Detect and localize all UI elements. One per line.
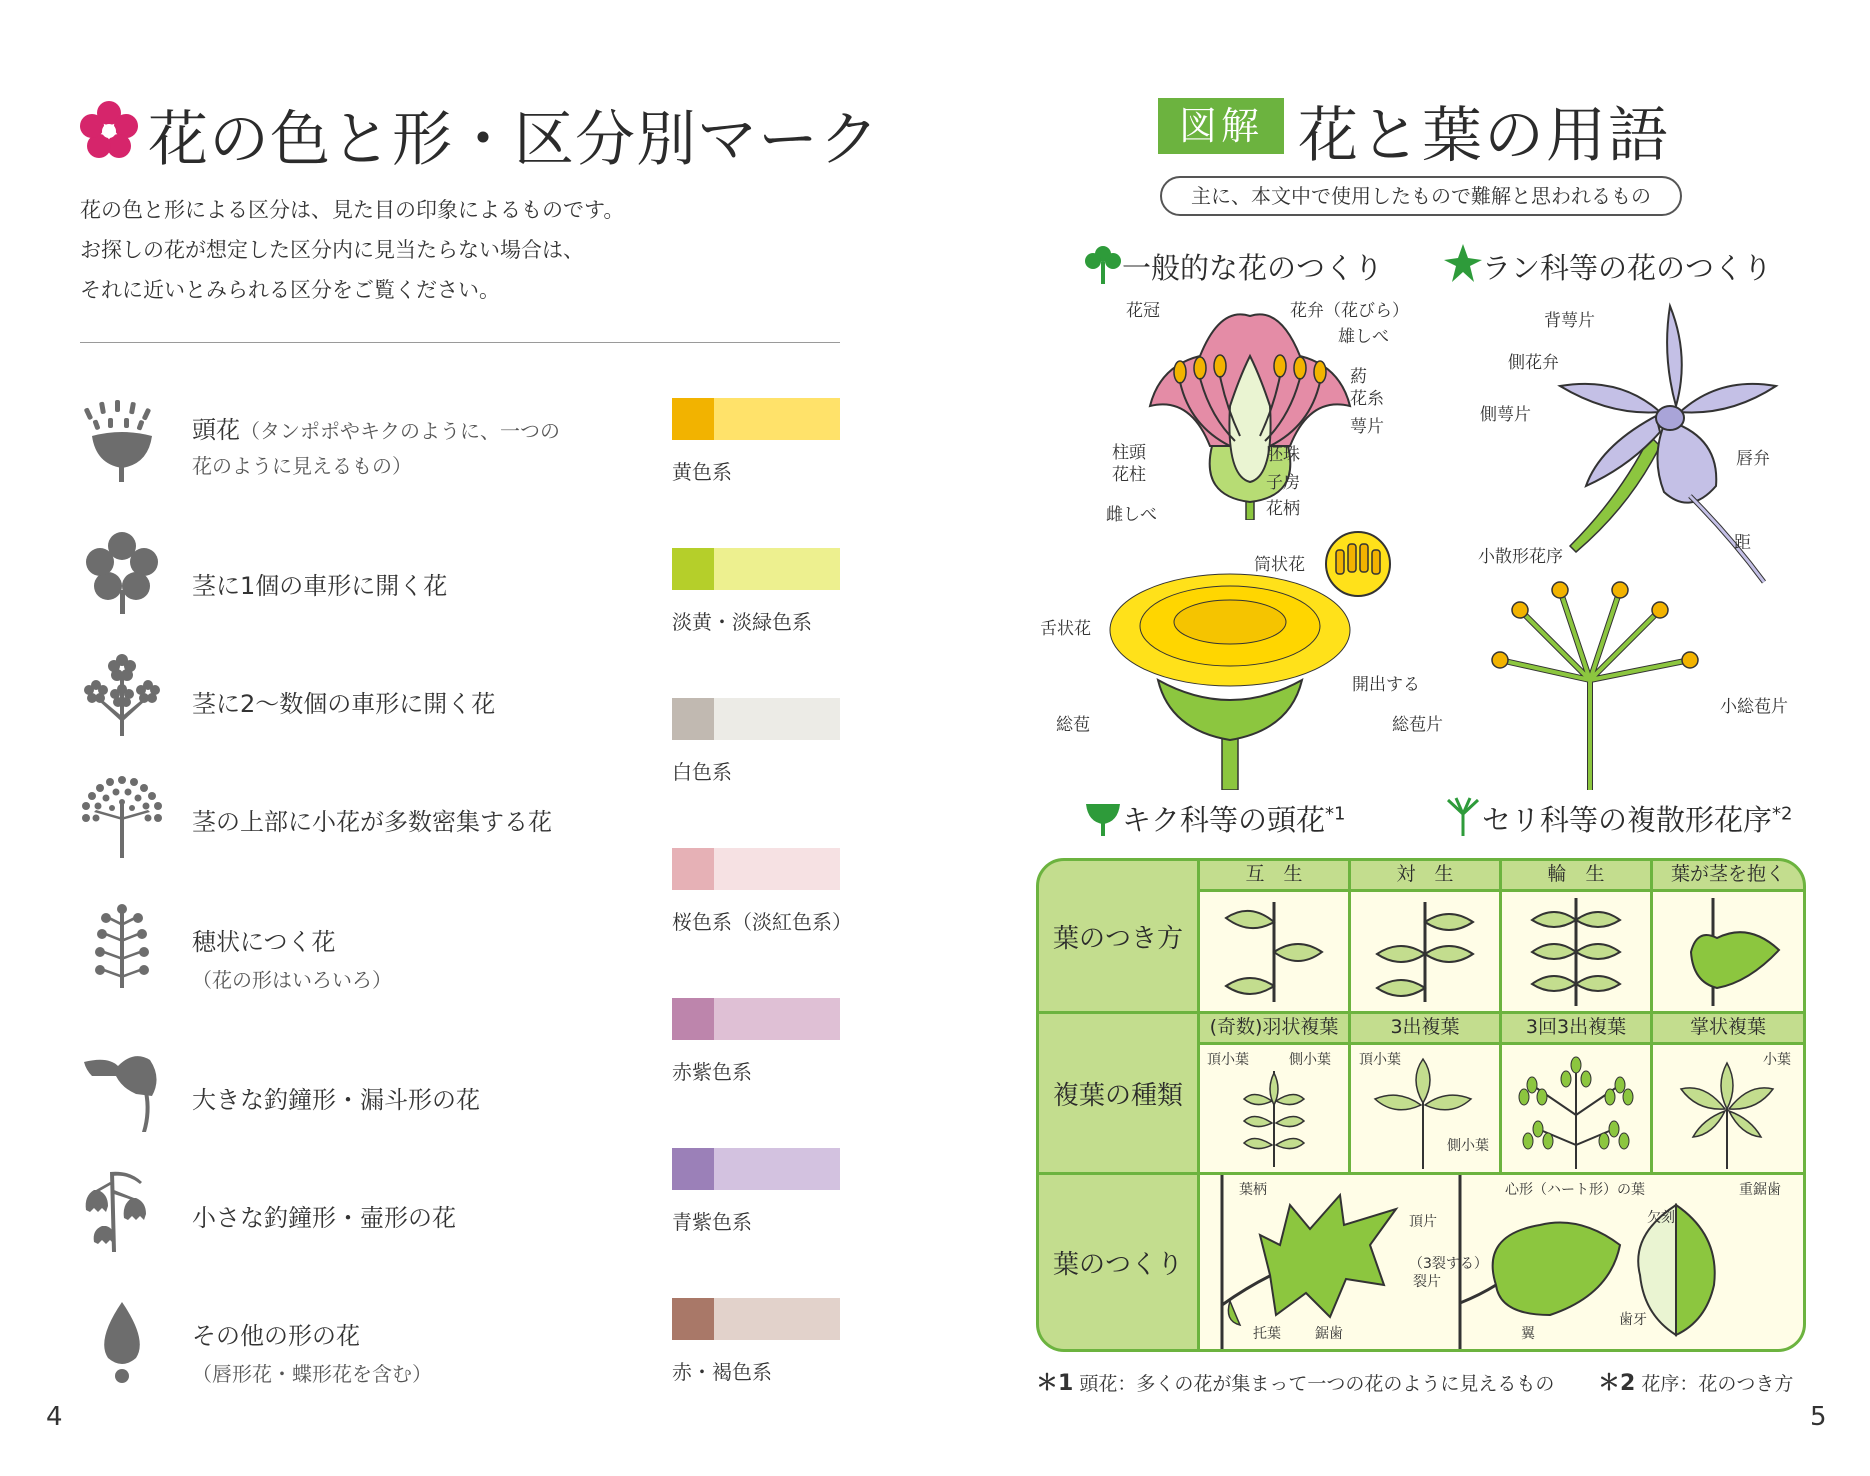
small-bell-flower-icon (80, 1168, 164, 1252)
swatch-white (672, 698, 840, 740)
cell-triternate (1502, 1045, 1650, 1172)
color-label-pale-yellow-green: 淡黄・淡緑色系 (672, 610, 812, 634)
color-label-yellow: 黄色系 (672, 460, 732, 484)
section-composite-head (1084, 796, 1345, 839)
label-leaflet: 小葉 (1763, 1052, 1791, 1068)
zukai-badge: 図解 (1158, 98, 1284, 154)
label-spur: 距 (1734, 533, 1751, 553)
swatch-dark (672, 698, 714, 740)
shape-sub-spike: （花の形はいろいろ） (192, 968, 392, 992)
opposite-leaf-illustration (1351, 892, 1499, 1011)
label-tooth: 歯牙 (1619, 1312, 1647, 1328)
col-clasping: 葉が茎を抱く (1653, 861, 1803, 889)
shape-label-text: 頭花 (192, 416, 240, 444)
intro-line-2: お探しの花が想定した区分内に見当たらない場合は、 (80, 238, 584, 262)
label-bracteole: 小総苞片 (1720, 697, 1788, 717)
leaf-structure-illustration (1200, 1175, 1803, 1349)
label-wing: 翼 (1521, 1326, 1535, 1342)
label-petal: 花弁（花びら） (1290, 301, 1409, 321)
shape-label-multi-wheel: 茎に2〜数個の車形に開く花 (192, 690, 496, 718)
label-tubular: 筒状花 (1254, 555, 1305, 575)
flower-head-icon (80, 398, 164, 482)
label-style: 花柱 (1112, 465, 1146, 485)
label-umbellet: 小散形花序 (1478, 547, 1563, 567)
spike-flower-icon (80, 904, 164, 988)
label-anther: 葯 (1350, 367, 1367, 387)
label-involucre: 総苞 (1056, 715, 1090, 735)
page-number-right: 5 (1810, 1402, 1827, 1432)
label-lateral-sepal: 側萼片 (1480, 405, 1531, 425)
label-stamen: 雄しべ (1338, 327, 1389, 347)
shape-note: （タンポポやキクのように、一つの (240, 419, 560, 443)
label-bract: 総苞片 (1392, 715, 1443, 735)
shape-sub-flower-head: 花のように見えるもの） (192, 454, 412, 478)
green-orchid-icon (1444, 244, 1482, 284)
page-number-left: 4 (46, 1402, 63, 1432)
label-sepal: 萼片 (1350, 417, 1384, 437)
footnote-1 (1036, 1366, 1554, 1397)
swatch-light (714, 1148, 840, 1190)
footnote-2-text: 花序：花のつき方 (1641, 1373, 1794, 1395)
other-shape-flower-icon (92, 1300, 152, 1384)
label-lateral-leaflet: 側小葉 (1289, 1052, 1331, 1068)
shape-sub-other: （唇形花・蝶形花を含む） (192, 1362, 432, 1386)
label-double-serration: 重鋸歯 (1739, 1182, 1781, 1198)
swatch-light (714, 548, 840, 590)
subtitle-pill: 主に、本文中で使用したもので難解と思われるもの (1160, 176, 1682, 216)
divider (80, 342, 840, 343)
color-label-red-brown: 赤・褐色系 (672, 1360, 772, 1384)
section-umbel (1444, 796, 1792, 839)
label-serration: 鋸歯 (1315, 1326, 1343, 1342)
single-wheel-flower-icon (80, 530, 164, 614)
section-orchid-flower (1444, 244, 1772, 287)
swatch-dark (672, 398, 714, 440)
label-dorsal-sepal: 背萼片 (1544, 311, 1595, 331)
swatch-light (714, 848, 840, 890)
swatch-light (714, 698, 840, 740)
section-orchid-flower-text: ラン科等の花のつくり (1482, 251, 1773, 285)
shape-label-large-bell: 大きな釣鐘形・漏斗形の花 (192, 1086, 480, 1114)
footnote-2-mark: ＊2 (1598, 1371, 1636, 1396)
cell-alternate (1200, 892, 1348, 1011)
swatch-cherry-pink (672, 848, 840, 890)
label-apex: 頂片 (1409, 1214, 1437, 1230)
section-general-flower-text: 一般的な花のつくり (1122, 251, 1384, 285)
label-pistil: 雌しべ (1106, 505, 1157, 525)
label-lobe: 裂片 (1413, 1274, 1441, 1290)
col-alternate: 互 生 (1200, 861, 1348, 889)
label-lateral-leaflet-2: 側小葉 (1447, 1138, 1489, 1154)
cell-structure (1200, 1175, 1803, 1349)
label-pedicel: 花柄 (1266, 499, 1300, 519)
footnote-1-mark: ＊1 (1036, 1371, 1074, 1396)
dense-cluster-flower-icon (80, 774, 164, 858)
label-cordate: 心形（ハート形）の葉 (1505, 1182, 1645, 1198)
swatch-red-purple (672, 998, 840, 1040)
swatch-pale-yellow-green (672, 548, 840, 590)
row-head-structure: 葉のつくり (1039, 1175, 1197, 1349)
label-notch: 欠刻 (1647, 1210, 1675, 1226)
umbel-diagram (1460, 570, 1730, 790)
col-palmate: 掌状複葉 (1653, 1014, 1803, 1042)
col-triternate: 3回3出複葉 (1502, 1014, 1650, 1042)
label-stipule: 托葉 (1253, 1326, 1281, 1342)
swatch-dark (672, 548, 714, 590)
cell-clasping (1653, 892, 1803, 1011)
swatch-light (714, 998, 840, 1040)
intro-line-3: それに近いとみられる区分をご覧ください。 (80, 278, 500, 302)
label-stigma: 柱頭 (1112, 443, 1146, 463)
color-label-cherry-pink: 桜色系（淡紅色系） (672, 910, 852, 934)
label-terminal-leaflet: 頂小葉 (1207, 1052, 1249, 1068)
shape-label-dense-cluster: 茎の上部に小花が多数密集する花 (192, 808, 552, 836)
color-label-white: 白色系 (672, 760, 732, 784)
green-flower-icon (1084, 244, 1122, 284)
footnote-mark-2: *2 (1772, 803, 1793, 825)
label-spreading: 開出する (1352, 675, 1420, 695)
swatch-yellow (672, 398, 840, 440)
row-head-compound: 複葉の種類 (1039, 1014, 1197, 1172)
swatch-dark (672, 1148, 714, 1190)
leaf-table (1036, 858, 1806, 1352)
swatch-dark (672, 848, 714, 890)
swatch-light (714, 398, 840, 440)
clasping-leaf-illustration (1653, 892, 1803, 1011)
swatch-dark (672, 1298, 714, 1340)
label-ligulate: 舌状花 (1040, 619, 1091, 639)
shape-label-spike: 穂状につく花 (192, 928, 336, 956)
large-bell-flower-icon (78, 1048, 164, 1132)
row-head-arrangement: 葉のつき方 (1039, 861, 1197, 1011)
label-petiole: 葉柄 (1239, 1182, 1267, 1198)
swatch-light (714, 1298, 840, 1340)
swatch-dark (672, 998, 714, 1040)
footnote-2 (1598, 1366, 1793, 1397)
cell-whorled (1502, 892, 1650, 1011)
footnote-mark-1: *1 (1325, 803, 1346, 825)
page-title-right: 花と葉の用語 (1298, 101, 1670, 171)
label-lip: 唇弁 (1736, 449, 1770, 469)
footnote-1-text: 頭花：多くの花が集まって一つの花のように見えるもの (1079, 1373, 1555, 1395)
multi-wheel-flower-icon (80, 652, 164, 736)
col-pinnate: (奇数)羽状複葉 (1200, 1014, 1348, 1042)
shape-label-small-bell: 小さな釣鐘形・壷形の花 (192, 1204, 456, 1232)
label-ovule: 胚珠 (1266, 445, 1300, 465)
section-composite-head-text: キク科等の頭花 (1122, 803, 1326, 837)
label-lobe-note: （3裂する） (1409, 1256, 1488, 1272)
intro-line-1: 花の色と形による区分は、見た目の印象によるものです。 (80, 198, 625, 222)
alternate-leaf-illustration (1200, 892, 1348, 1011)
shape-label-other: その他の形の花 (192, 1322, 360, 1350)
whorled-leaf-illustration (1502, 892, 1650, 1011)
label-ovary: 子房 (1266, 473, 1300, 493)
section-umbel-text: セリ科等の複散形花序 (1482, 803, 1773, 837)
section-general-flower (1084, 244, 1383, 287)
triternate-leaf-illustration (1502, 1045, 1650, 1172)
swatch-red-brown (672, 1298, 840, 1340)
left-title-text: 花の色と形・区分別マーク (148, 105, 880, 175)
color-label-blue-purple: 青紫色系 (672, 1210, 752, 1234)
col-whorled: 輪 生 (1502, 861, 1650, 889)
color-label-red-purple: 赤紫色系 (672, 1060, 752, 1084)
label-terminal-leaflet-2: 頂小葉 (1359, 1052, 1401, 1068)
shape-label-flower-head (192, 410, 560, 445)
green-flower-head-icon (1084, 796, 1122, 836)
label-corolla: 花冠 (1126, 301, 1160, 321)
swatch-blue-purple (672, 1148, 840, 1190)
shape-label-single-wheel: 茎に1個の車形に開く花 (192, 572, 448, 600)
label-lateral-petal: 側花弁 (1508, 353, 1559, 373)
green-umbel-icon (1444, 796, 1482, 836)
cell-opposite (1351, 892, 1499, 1011)
col-opposite: 対 生 (1351, 861, 1499, 889)
col-ternate: 3出複葉 (1351, 1014, 1499, 1042)
flower-mark-icon (78, 100, 140, 162)
label-filament: 花糸 (1350, 389, 1384, 409)
